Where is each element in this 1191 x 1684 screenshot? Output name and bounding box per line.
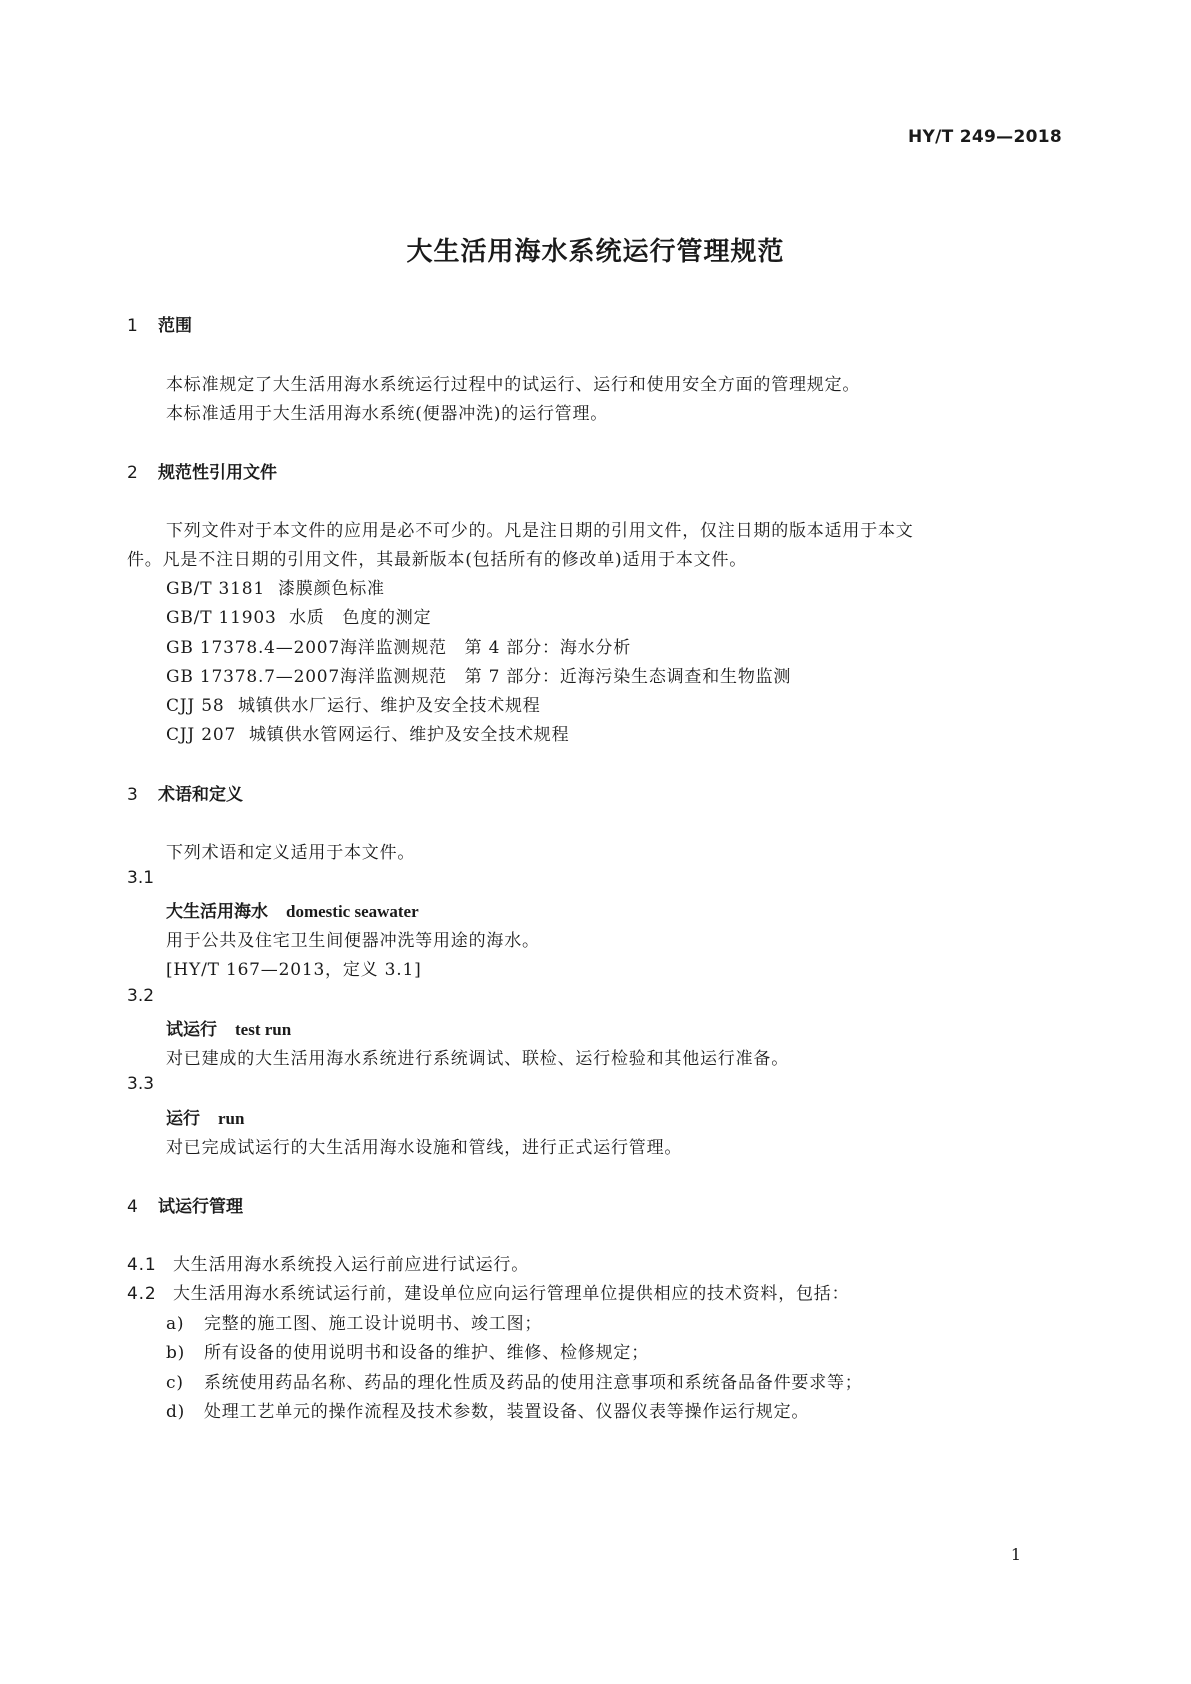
term-source: [HY/T 167—2013，定义 3.1]: [166, 960, 422, 980]
list-item: [166, 1397, 809, 1422]
reference-title: 海洋监测规范 第 7 部分：近海污染生态调查和生物监测: [340, 667, 792, 687]
reference-item: [166, 720, 569, 745]
reference-item: [166, 603, 431, 628]
reference-title: 漆膜颜色标准: [278, 579, 385, 599]
reference-title: 海洋监测规范 第 4 部分：海水分析: [340, 638, 632, 658]
list-item-label: a): [166, 1314, 185, 1334]
clause-text: 大生活用海水系统投入运行前应进行试运行。: [173, 1255, 529, 1275]
term-number: 3.2: [127, 986, 155, 1006]
reference-title: 水质 色度的测定: [289, 608, 432, 628]
term-en: test run: [235, 1020, 292, 1039]
list-item-label: c): [166, 1373, 184, 1393]
section-number: 4: [127, 1197, 138, 1217]
section-heading-3: [127, 780, 243, 805]
section-title: 试运行管理: [158, 1197, 243, 1217]
reference-item: [166, 574, 385, 599]
term-definition: 用于公共及住宅卫生间便器冲洗等用途的海水。: [166, 931, 540, 951]
term-zh: 试运行: [166, 1020, 217, 1040]
reference-item: [166, 662, 791, 687]
list-item: [166, 1309, 542, 1334]
term-en: domestic seawater: [286, 902, 419, 921]
reference-code: GB/T 11903: [166, 608, 277, 628]
reference-code: CJJ 207: [166, 725, 237, 745]
paragraph: 下列文件对于本文件的应用是必不可少的。凡是注日期的引用文件，仅注日期的版本适用于本文: [166, 521, 914, 541]
term-entry: [166, 1015, 291, 1040]
term-zh: 大生活用海水: [166, 902, 268, 922]
section-number: 3: [127, 785, 138, 805]
term-number: 3.1: [127, 868, 155, 888]
section-number: 2: [127, 463, 138, 483]
list-item-label: d): [166, 1402, 186, 1422]
term-number: 3.3: [127, 1074, 155, 1094]
term-definition: 对已建成的大生活用海水系统进行系统调试、联检、运行检验和其他运行准备。: [166, 1049, 789, 1069]
term-en: run: [218, 1109, 245, 1128]
reference-item: [166, 633, 631, 658]
list-item: [166, 1368, 863, 1393]
reference-title: 城镇供水管网运行、维护及安全技术规程: [249, 725, 570, 745]
document-title: 大生活用海水系统运行管理规范: [406, 237, 785, 267]
reference-code: GB 17378.7—2007: [166, 667, 341, 687]
clause: [127, 1279, 849, 1304]
clause: [127, 1250, 529, 1275]
term-definition: 对已完成试运行的大生活用海水设施和管线，进行正式运行管理。: [166, 1138, 683, 1158]
list-item: [166, 1338, 649, 1363]
clause-text: 大生活用海水系统试运行前，建设单位应向运行管理单位提供相应的技术资料，包括：: [173, 1284, 850, 1304]
section-title: 规范性引用文件: [158, 463, 277, 483]
page-number: 1: [1010, 1545, 1021, 1564]
section-heading-2: [127, 458, 277, 483]
paragraph: 本标准适用于大生活用海水系统(便器冲洗)的运行管理。: [166, 404, 609, 424]
section-title: 范围: [158, 316, 192, 336]
list-item-text: 处理工艺单元的操作流程及技术参数，装置设备、仪器仪表等操作运行规定。: [204, 1402, 810, 1422]
clause-number: 4.2: [127, 1284, 157, 1304]
reference-title: 城镇供水厂运行、维护及安全技术规程: [238, 696, 541, 716]
section-number: 1: [127, 316, 138, 336]
reference-code: GB 17378.4—2007: [166, 638, 341, 658]
term-zh: 运行: [166, 1109, 200, 1129]
term-entry: [166, 1104, 244, 1129]
paragraph: 本标准规定了大生活用海水系统运行过程中的试运行、运行和使用安全方面的管理规定。: [166, 375, 861, 395]
list-item-label: b): [166, 1343, 186, 1363]
standard-number: HY/T 249—2018: [908, 127, 1062, 147]
section-heading-4: [127, 1192, 243, 1217]
list-item-text: 所有设备的使用说明书和设备的维护、维修、检修规定；: [204, 1343, 649, 1363]
section-heading-1: [127, 311, 192, 336]
term-entry: [166, 897, 419, 922]
paragraph: 下列术语和定义适用于本文件。: [166, 843, 416, 863]
reference-item: [166, 691, 541, 716]
paragraph: 件。凡是不注日期的引用文件，其最新版本(包括所有的修改单)适用于本文件。: [127, 550, 748, 570]
reference-code: CJJ 58: [166, 696, 225, 716]
list-item-text: 完整的施工图、施工设计说明书、竣工图；: [204, 1314, 543, 1334]
reference-code: GB/T 3181: [166, 579, 266, 599]
clause-number: 4.1: [127, 1255, 157, 1275]
list-item-text: 系统使用药品名称、药品的理化性质及药品的使用注意事项和系统备品备件要求等；: [204, 1373, 863, 1393]
section-title: 术语和定义: [158, 785, 243, 805]
